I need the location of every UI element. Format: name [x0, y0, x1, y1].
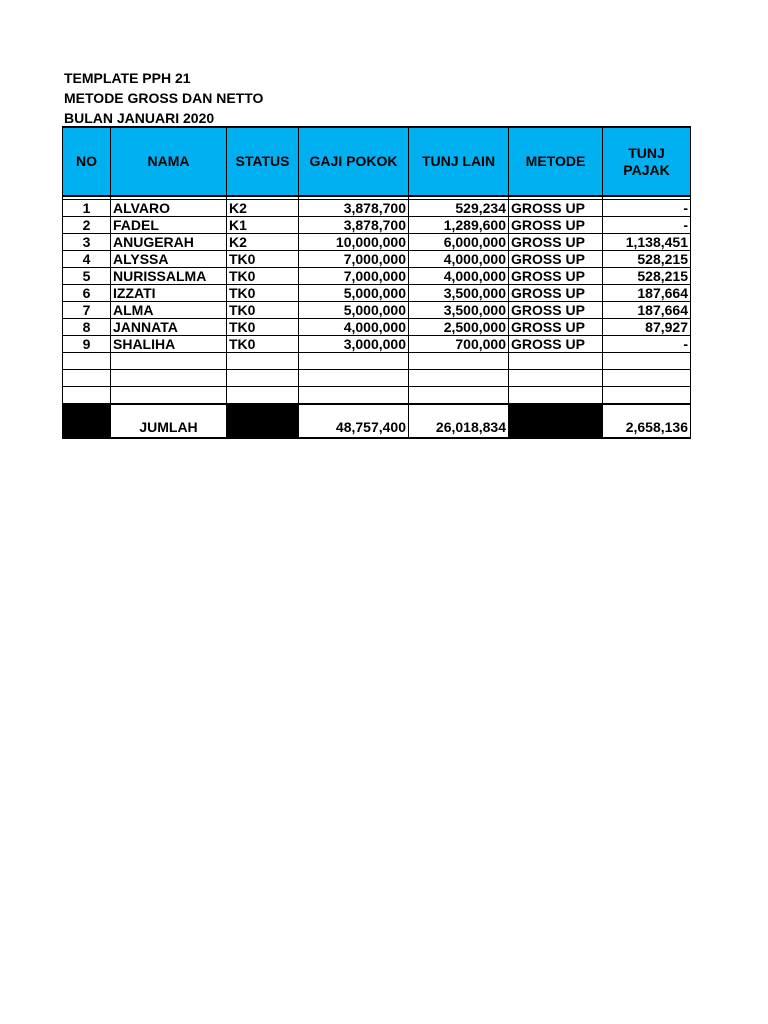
- cell-tunj-lain: 3,500,000: [409, 285, 509, 302]
- cell-tunj-pajak: -: [603, 217, 691, 234]
- empty-row: [63, 370, 691, 387]
- cell-tunj-pajak: 187,664: [603, 285, 691, 302]
- cell-metode: GROSS UP: [509, 268, 603, 285]
- cell-tunj-pajak: 1,138,451: [603, 234, 691, 251]
- cell-no: 4: [63, 251, 111, 268]
- cell-status: K1: [227, 217, 299, 234]
- cell-tunj-lain: 4,000,000: [409, 251, 509, 268]
- cell-nama: JANNATA: [111, 319, 227, 336]
- table-row: [63, 217, 691, 234]
- total-label: JUMLAH: [111, 404, 227, 438]
- cell-status: TK0: [227, 336, 299, 353]
- cell-gaji-pokok: 3,000,000: [299, 336, 409, 353]
- title-line-1: TEMPLATE PPH 21: [64, 70, 191, 86]
- cell-gaji-pokok: 5,000,000: [299, 285, 409, 302]
- header-row: [63, 127, 691, 196]
- header-no: NO: [63, 127, 111, 196]
- cell-nama: ALMA: [111, 302, 227, 319]
- title-line-3: BULAN JANUARI 2020: [64, 110, 215, 126]
- table-row: [63, 319, 691, 336]
- cell-gaji-pokok: 3,878,700: [299, 200, 409, 217]
- cell-metode: GROSS UP: [509, 217, 603, 234]
- cell-tunj-pajak: 528,215: [603, 268, 691, 285]
- empty-row: [63, 387, 691, 405]
- cell-no: 1: [63, 200, 111, 217]
- cell-tunj-lain: 529,234: [409, 200, 509, 217]
- cell-nama: SHALIHA: [111, 336, 227, 353]
- cell-tunj-pajak: -: [603, 336, 691, 353]
- cell-no: 6: [63, 285, 111, 302]
- table-row: [63, 336, 691, 353]
- cell-metode: GROSS UP: [509, 200, 603, 217]
- cell-status: TK0: [227, 268, 299, 285]
- cell-nama: IZZATI: [111, 285, 227, 302]
- cell-tunj-lain: 700,000: [409, 336, 509, 353]
- pph21-table: [62, 126, 691, 439]
- cell-tunj-lain: 1,289,600: [409, 217, 509, 234]
- cell-no: 7: [63, 302, 111, 319]
- total-tunj-lain: 26,018,834: [409, 404, 509, 438]
- header-gaji-pokok: GAJI POKOK: [299, 127, 409, 196]
- total-tunj-pajak: 2,658,136: [603, 404, 691, 438]
- total-no-blank: [63, 404, 111, 438]
- cell-status: K2: [227, 200, 299, 217]
- cell-gaji-pokok: 10,000,000: [299, 234, 409, 251]
- cell-no: 3: [63, 234, 111, 251]
- table-row: [63, 234, 691, 251]
- cell-tunj-pajak: 528,215: [603, 251, 691, 268]
- cell-metode: GROSS UP: [509, 285, 603, 302]
- cell-status: K2: [227, 234, 299, 251]
- cell-gaji-pokok: 5,000,000: [299, 302, 409, 319]
- cell-no: 5: [63, 268, 111, 285]
- table-row: [63, 251, 691, 268]
- total-row: [63, 404, 691, 438]
- cell-no: 8: [63, 319, 111, 336]
- cell-gaji-pokok: 7,000,000: [299, 268, 409, 285]
- cell-tunj-lain: 2,500,000: [409, 319, 509, 336]
- cell-nama: FADEL: [111, 217, 227, 234]
- cell-metode: GROSS UP: [509, 302, 603, 319]
- cell-nama: NURISSALMA: [111, 268, 227, 285]
- cell-metode: GROSS UP: [509, 319, 603, 336]
- table-row: [63, 302, 691, 319]
- cell-no: 2: [63, 217, 111, 234]
- header-nama: NAMA: [111, 127, 227, 196]
- cell-status: TK0: [227, 251, 299, 268]
- cell-tunj-lain: 3,500,000: [409, 302, 509, 319]
- header-tunj-lain: TUNJ LAIN: [409, 127, 509, 196]
- total-status-blank: [227, 404, 299, 438]
- table-row: [63, 200, 691, 217]
- document-titles: [64, 68, 263, 128]
- table-row: [63, 285, 691, 302]
- table-row: [63, 268, 691, 285]
- cell-tunj-lain: 4,000,000: [409, 268, 509, 285]
- cell-no: 9: [63, 336, 111, 353]
- header-tunj-pajak: TUNJ PAJAK: [603, 127, 691, 196]
- cell-nama: ALYSSA: [111, 251, 227, 268]
- header-status: STATUS: [227, 127, 299, 196]
- total-metode-blank: [509, 404, 603, 438]
- cell-status: TK0: [227, 302, 299, 319]
- cell-metode: GROSS UP: [509, 234, 603, 251]
- empty-row: [63, 353, 691, 370]
- header-metode: METODE: [509, 127, 603, 196]
- title-line-2: METODE GROSS DAN NETTO: [64, 90, 264, 106]
- cell-metode: GROSS UP: [509, 336, 603, 353]
- cell-gaji-pokok: 7,000,000: [299, 251, 409, 268]
- cell-gaji-pokok: 4,000,000: [299, 319, 409, 336]
- cell-tunj-lain: 6,000,000: [409, 234, 509, 251]
- cell-nama: ALVARO: [111, 200, 227, 217]
- cell-tunj-pajak: -: [603, 200, 691, 217]
- total-gaji-pokok: 48,757,400: [299, 404, 409, 438]
- cell-gaji-pokok: 3,878,700: [299, 217, 409, 234]
- cell-tunj-pajak: 87,927: [603, 319, 691, 336]
- cell-status: TK0: [227, 319, 299, 336]
- cell-status: TK0: [227, 285, 299, 302]
- cell-metode: GROSS UP: [509, 251, 603, 268]
- cell-tunj-pajak: 187,664: [603, 302, 691, 319]
- cell-nama: ANUGERAH: [111, 234, 227, 251]
